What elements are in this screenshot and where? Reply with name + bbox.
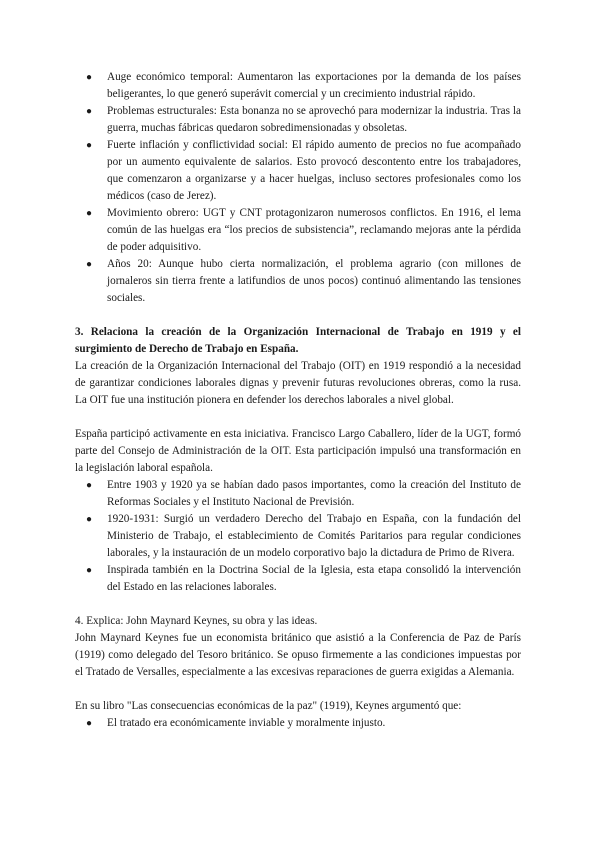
bullet-icon: ●	[86, 565, 93, 576]
list-item: ● 1920-1931: Surgió un verdadero Derecho del Trabajo en España, con la fundación del Ministerio de Trabajo, el establecimiento de Comités Paritarios para regular condiciones laborales, y la instauración de un modelo corporativo bajo la dictadura de Primo de Rivera.	[86, 513, 521, 559]
bullet-icon: ●	[86, 72, 93, 83]
spacer	[75, 307, 521, 324]
list-item: ● El tratado era económicamente inviable y moralmente injusto.	[75, 715, 521, 732]
section-3-heading: 3. Relaciona la creación de la Organización Internacional de Trabajo en 1919 y el surgimiento de Derecho de Trabajo en España.	[75, 326, 521, 355]
bullet-icon: ●	[86, 514, 93, 525]
consequences-list	[75, 69, 521, 307]
section-3-paragraph-1: La creación de la Organización Internacional del Trabajo (OIT) en 1919 respondió a la necesidad de garantizar condiciones laborales dignas y prevenir futuras revoluciones obreras, como la rusa. La OIT fue una institución pionera en defender los derechos laborales a nivel global.	[75, 360, 521, 406]
keynes-list	[75, 715, 521, 732]
list-item: ● Inspirada también en la Doctrina Social de la Iglesia, esta etapa consolidó la intervención del Estado en las relaciones laborales.	[86, 564, 521, 593]
list-item: ● Años 20: Aunque hubo cierta normalización, el problema agrario (con millones de jornaleros sin tierra frente a latifundios de unos pocos) continuó alimentando las tensiones sociales.	[86, 258, 521, 304]
list-item: ● Movimiento obrero: UGT y CNT protagonizaron numerosos conflictos. En 1916, el lema común de las huelgas era “los precios de subsistencia”, reclamando mejoras ante la pérdida de poder adquisitivo.	[86, 207, 521, 253]
bullet-icon: ●	[86, 718, 93, 729]
bullet-icon: ●	[86, 480, 93, 491]
bullet-icon: ●	[86, 106, 93, 117]
list-item: ● Entre 1903 y 1920 ya se habían dado pasos importantes, como la creación del Instituto de Reformas Sociales y el Instituto Nacional de Previsión.	[86, 479, 521, 508]
spacer	[75, 409, 521, 426]
bullet-icon: ●	[86, 140, 93, 151]
section-4-paragraph-1: John Maynard Keynes fue un economista británico que asistió a la Conferencia de Paz de París (1919) como delegado del Tesoro británico. Se opuso firmemente a las condiciones impuestas por el Tratado de Versalles, especialmente a las excesivas reparaciones de guerra exigidas a Alemania.	[75, 632, 521, 678]
spacer	[75, 681, 521, 698]
bullet-icon: ●	[86, 208, 93, 219]
spacer	[75, 596, 521, 613]
section-4-paragraph-2: En su libro "Las consecuencias económicas de la paz" (1919), Keynes argumentó que:	[75, 700, 462, 712]
list-item: ● Fuerte inflación y conflictividad social: El rápido aumento de precios no fue acompañado por un aumento equivalente de salarios. Esto provocó descontento entre los trabajadores, que comenzaron a organizarse y a hacer huelgas, incluso sectores profesionales como los médicos (caso de Jerez).	[86, 139, 521, 202]
list-item: ● Auge económico temporal: Aumentaron las exportaciones por la demanda de los países beligerantes, lo que generó superávit comercial y un crecimiento industrial rápido.	[86, 71, 521, 100]
list-item: ● Problemas estructurales: Esta bonanza no se aprovechó para modernizar la industria. Tras la guerra, muchas fábricas quedaron sobredimensionadas y obsoletas.	[86, 105, 521, 134]
bullet-icon: ●	[86, 259, 93, 270]
labour-law-list	[75, 477, 521, 596]
section-3-paragraph-2: España participó activamente en esta iniciativa. Francisco Largo Caballero, líder de la UGT, formó parte del Consejo de Administración de la OIT. Esta participación impulsó una transformación en la legislación laboral española.	[75, 428, 521, 474]
section-4-heading: 4. Explica: John Maynard Keynes, su obra y las ideas.	[75, 615, 318, 627]
